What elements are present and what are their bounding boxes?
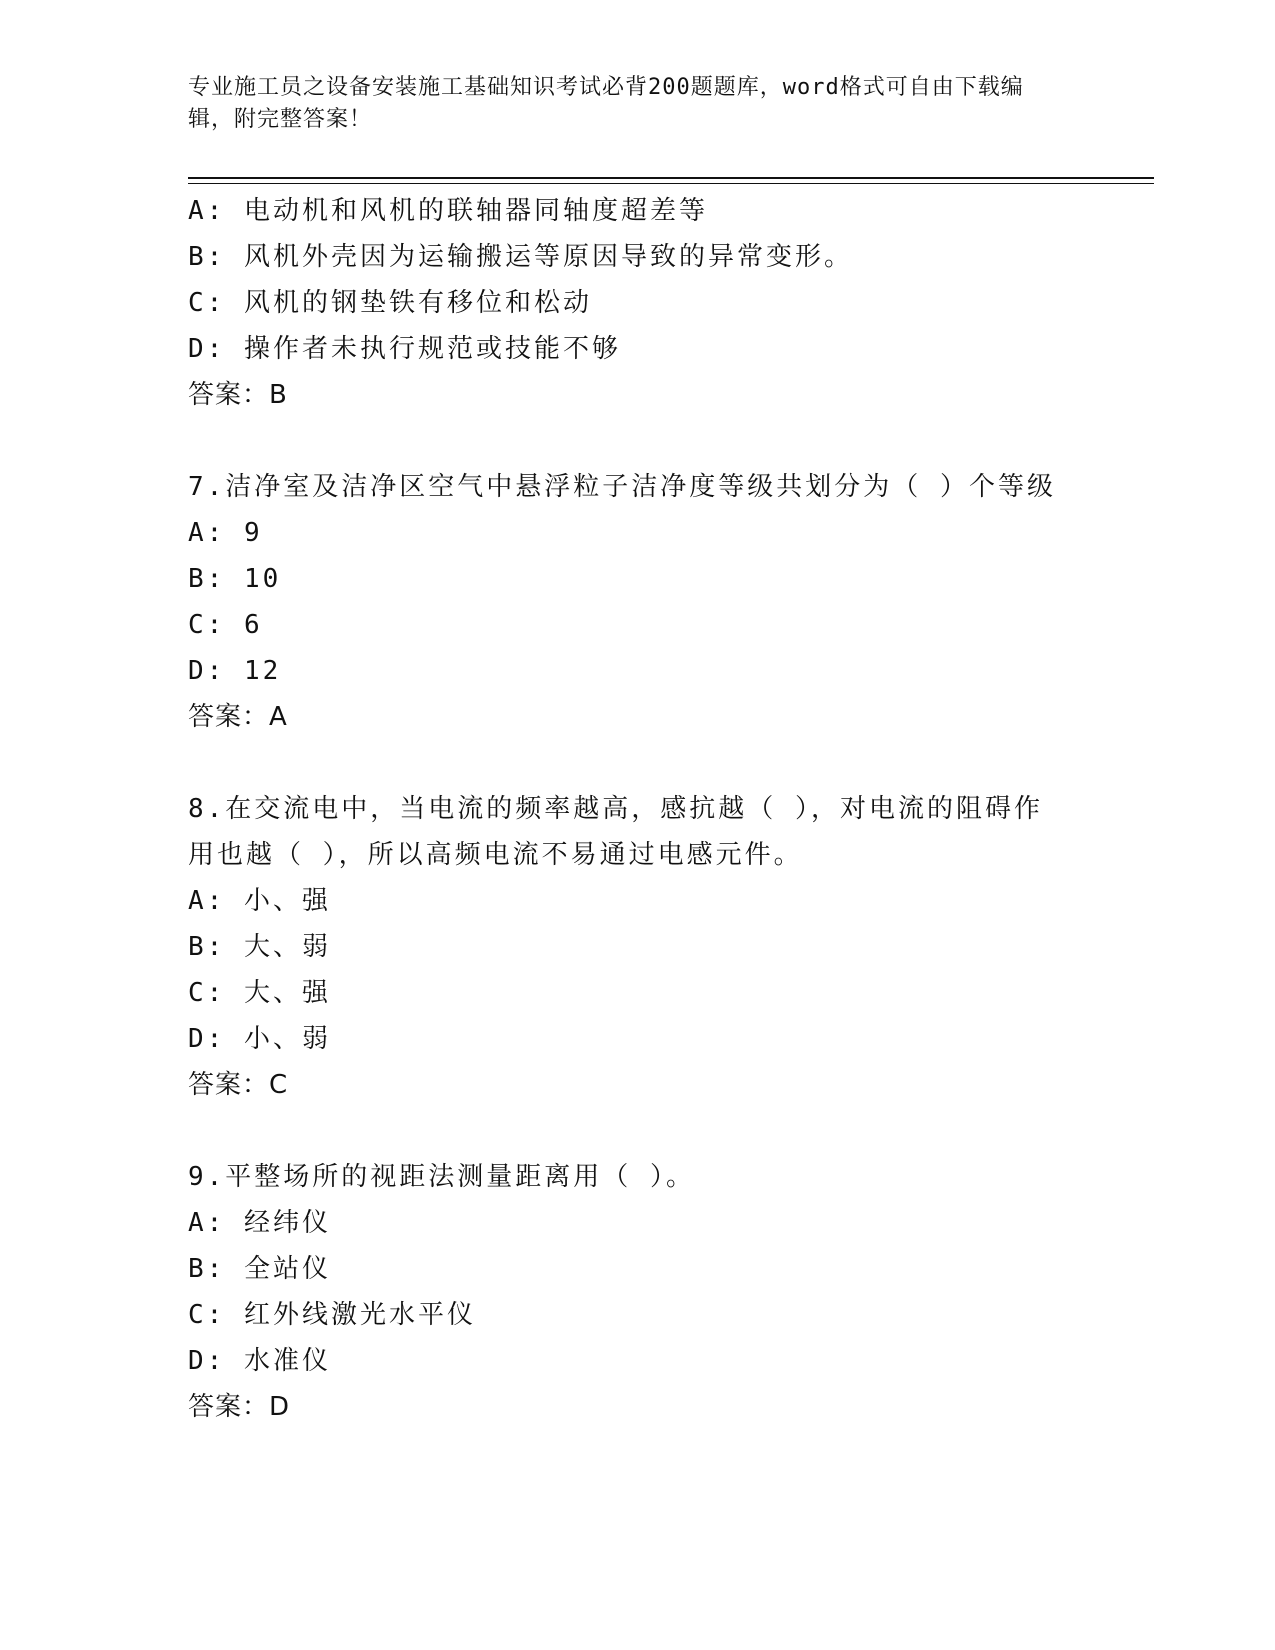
- option-c: C: 风机的钢垫铁有移位和松动: [188, 288, 592, 318]
- question-block-8: [188, 786, 1088, 1108]
- option-d: D: 小、弱: [188, 1024, 331, 1054]
- option-b: B: 大、弱: [188, 932, 331, 962]
- option-d: D: 12: [188, 656, 282, 686]
- option-c: C: 6: [188, 610, 263, 640]
- spacer: [188, 740, 1088, 786]
- option-a: A: 小、强: [188, 886, 331, 916]
- answer-line: 答案：D: [188, 1392, 291, 1422]
- option-c: C: 大、强: [188, 978, 331, 1008]
- question-text: 8.在交流电中，当电流的频率越高，感抗越（ ），对电流的阻碍作用也越（ ），所以高频电流不易通过电感元件。: [188, 794, 1043, 870]
- question-block-9: [188, 1154, 1088, 1430]
- spacer: [188, 418, 1088, 464]
- option-d: D: 操作者未执行规范或技能不够: [188, 334, 621, 364]
- question-text: 7.洁净室及洁净区空气中悬浮粒子洁净度等级共划分为（ ）个等级: [188, 472, 1056, 502]
- option-b: B: 风机外壳因为运输搬运等原因导致的异常变形。: [188, 242, 853, 272]
- option-a: A: 经纬仪: [188, 1208, 331, 1238]
- answer-line: 答案：A: [188, 702, 288, 732]
- option-a: A: 电动机和风机的联轴器同轴度超差等: [188, 196, 708, 226]
- question-text: 9.平整场所的视距法测量距离用（ ）。: [188, 1162, 695, 1192]
- answer-line: 答案：B: [188, 380, 288, 410]
- option-a: A: 9: [188, 518, 263, 548]
- option-b: B: 全站仪: [188, 1254, 331, 1284]
- header-divider: [188, 177, 1154, 179]
- question-block-7: [188, 464, 1088, 740]
- option-b: B: 10: [188, 564, 282, 594]
- answer-line: 答案：C: [188, 1070, 289, 1100]
- question-block-6: [188, 188, 1088, 418]
- option-d: D: 水准仪: [188, 1346, 331, 1376]
- option-c: C: 红外线激光水平仪: [188, 1300, 476, 1330]
- spacer: [188, 1108, 1088, 1154]
- document-body: [188, 188, 1088, 1430]
- header-divider-thin: [188, 183, 1154, 184]
- document-header: 专业施工员之设备安装施工基础知识考试必背200题题库，word格式可自由下载编辑，附完整答案！: [188, 75, 1024, 132]
